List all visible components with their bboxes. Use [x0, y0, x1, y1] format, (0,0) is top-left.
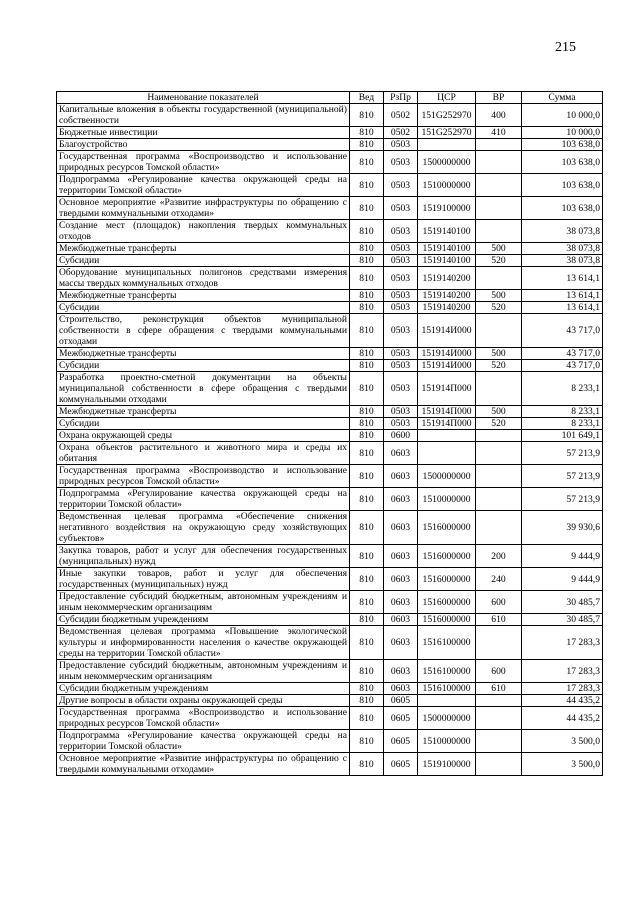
- row-sum: 9 444,9: [522, 568, 603, 591]
- table-row: [57, 753, 603, 776]
- row-vr: [476, 139, 522, 151]
- row-ved: 810: [350, 220, 384, 243]
- table-row: [57, 151, 603, 174]
- row-name: Государственная программа «Воспроизводство и использование природных ресурсов Томской области»: [57, 707, 350, 730]
- row-sum: 13 614,1: [522, 267, 603, 290]
- row-sum: 43 717,0: [522, 348, 603, 360]
- row-name: Охрана окружающей среды: [57, 430, 350, 442]
- table-row: [57, 314, 603, 348]
- row-ved: 810: [350, 314, 384, 348]
- row-csr: 151914И000: [418, 348, 476, 360]
- row-sum: 57 213,9: [522, 442, 603, 465]
- table-row: [57, 488, 603, 511]
- row-vr: [476, 151, 522, 174]
- row-vr: [476, 267, 522, 290]
- row-csr: 1519140100: [418, 220, 476, 243]
- row-name: Субсидии: [57, 418, 350, 430]
- row-sum: 3 500,0: [522, 730, 603, 753]
- row-csr: 1519100000: [418, 753, 476, 776]
- row-ved: 810: [350, 372, 384, 406]
- row-sum: 44 435,2: [522, 707, 603, 730]
- row-vr: 520: [476, 418, 522, 430]
- row-name: Предоставление субсидий бюджетным, автономным учреждениям и иным некоммерческим организациям: [57, 660, 350, 683]
- table-row: [57, 660, 603, 683]
- row-name: Охрана объектов растительного и животного мира и среды их обитания: [57, 442, 350, 465]
- row-sum: 30 485,7: [522, 591, 603, 614]
- row-name: Основное мероприятие «Развитие инфраструктуры по обращению с твердыми коммунальными отходами»: [57, 753, 350, 776]
- row-ved: 810: [350, 267, 384, 290]
- row-name: Ведомственная целевая программа «Обеспечение снижения негативного воздействия на окружающую среду хозяйствующих субъектов»: [57, 511, 350, 545]
- row-vr: 240: [476, 568, 522, 591]
- row-ved: 810: [350, 174, 384, 197]
- row-csr: [418, 139, 476, 151]
- row-ved: 810: [350, 104, 384, 127]
- row-sum: 10 000,0: [522, 104, 603, 127]
- row-rzpr: 0503: [384, 314, 418, 348]
- row-csr: 1516000000: [418, 568, 476, 591]
- row-vr: [476, 730, 522, 753]
- table-row: [57, 139, 603, 151]
- row-name: Межбюджетные трансферты: [57, 406, 350, 418]
- table-row: [57, 568, 603, 591]
- row-csr: 1500000000: [418, 151, 476, 174]
- row-name: Субсидии бюджетным учреждениям: [57, 683, 350, 695]
- row-vr: [476, 695, 522, 707]
- row-csr: 1516100000: [418, 660, 476, 683]
- row-name: Межбюджетные трансферты: [57, 290, 350, 302]
- row-ved: 810: [350, 660, 384, 683]
- row-ved: 810: [350, 127, 384, 139]
- row-vr: 410: [476, 127, 522, 139]
- table-row: [57, 197, 603, 220]
- row-rzpr: 0503: [384, 255, 418, 267]
- table-row: [57, 695, 603, 707]
- column-header-vr: ВР: [476, 92, 522, 104]
- row-sum: 30 485,7: [522, 614, 603, 626]
- row-sum: 13 614,1: [522, 302, 603, 314]
- column-header-ved: Вед: [350, 92, 384, 104]
- table-row: [57, 626, 603, 660]
- row-name: Оборудование муниципальных полигонов средствами измерения массы твердых коммунальных отходов: [57, 267, 350, 290]
- row-rzpr: 0503: [384, 348, 418, 360]
- row-rzpr: 0503: [384, 418, 418, 430]
- row-ved: 810: [350, 430, 384, 442]
- row-csr: [418, 695, 476, 707]
- row-ved: 810: [350, 545, 384, 568]
- row-sum: 101 649,1: [522, 430, 603, 442]
- row-name: Бюджетные инвестиции: [57, 127, 350, 139]
- table-row: [57, 104, 603, 127]
- row-csr: 1516000000: [418, 591, 476, 614]
- row-vr: [476, 465, 522, 488]
- row-ved: 810: [350, 360, 384, 372]
- row-ved: 810: [350, 151, 384, 174]
- row-rzpr: 0605: [384, 730, 418, 753]
- row-csr: 1516100000: [418, 626, 476, 660]
- row-rzpr: 0603: [384, 568, 418, 591]
- table-row: [57, 267, 603, 290]
- row-csr: [418, 442, 476, 465]
- row-rzpr: 0603: [384, 511, 418, 545]
- row-vr: [476, 626, 522, 660]
- row-vr: 520: [476, 360, 522, 372]
- table-row: [57, 406, 603, 418]
- row-vr: 500: [476, 348, 522, 360]
- row-vr: [476, 220, 522, 243]
- row-csr: 1516000000: [418, 614, 476, 626]
- row-sum: 57 213,9: [522, 488, 603, 511]
- row-vr: [476, 511, 522, 545]
- row-name: Субсидии: [57, 255, 350, 267]
- row-rzpr: 0603: [384, 591, 418, 614]
- row-ved: 810: [350, 442, 384, 465]
- row-csr: 1519140200: [418, 267, 476, 290]
- row-sum: 103 638,0: [522, 151, 603, 174]
- row-name: Строительство, реконструкция объектов муниципальной собственности в сфере обращения с твердыми коммунальными отходами: [57, 314, 350, 348]
- row-name: Межбюджетные трансферты: [57, 243, 350, 255]
- row-rzpr: 0605: [384, 695, 418, 707]
- row-ved: 810: [350, 290, 384, 302]
- row-sum: 3 500,0: [522, 753, 603, 776]
- row-rzpr: 0503: [384, 151, 418, 174]
- table-row: [57, 591, 603, 614]
- row-sum: 38 073,8: [522, 243, 603, 255]
- row-ved: 810: [350, 511, 384, 545]
- row-sum: 8 233,1: [522, 406, 603, 418]
- table-row: [57, 418, 603, 430]
- row-sum: 38 073,8: [522, 255, 603, 267]
- row-sum: 38 073,8: [522, 220, 603, 243]
- table-row: [57, 302, 603, 314]
- row-csr: 1510000000: [418, 488, 476, 511]
- row-vr: 500: [476, 290, 522, 302]
- row-rzpr: 0603: [384, 545, 418, 568]
- row-csr: 1510000000: [418, 174, 476, 197]
- row-csr: 151914П000: [418, 418, 476, 430]
- row-vr: 520: [476, 255, 522, 267]
- row-csr: 151G252970: [418, 104, 476, 127]
- row-name: Другие вопросы в области охраны окружающей среды: [57, 695, 350, 707]
- row-sum: 9 444,9: [522, 545, 603, 568]
- row-csr: 1516000000: [418, 511, 476, 545]
- row-rzpr: 0503: [384, 406, 418, 418]
- row-ved: 810: [350, 488, 384, 511]
- row-name: Благоустройство: [57, 139, 350, 151]
- row-vr: [476, 488, 522, 511]
- row-csr: 1516000000: [418, 545, 476, 568]
- row-vr: 500: [476, 243, 522, 255]
- row-ved: 810: [350, 255, 384, 267]
- row-rzpr: 0503: [384, 220, 418, 243]
- row-rzpr: 0503: [384, 267, 418, 290]
- row-name: Ведомственная целевая программа «Повышение экологической культуры и информированности населения о качестве окружающей среды на территории Томской области»: [57, 626, 350, 660]
- table-row: [57, 372, 603, 406]
- row-ved: 810: [350, 568, 384, 591]
- row-name: Создание мест (площадок) накопления твердых коммунальных отходов: [57, 220, 350, 243]
- row-sum: 8 233,1: [522, 372, 603, 406]
- row-rzpr: 0603: [384, 660, 418, 683]
- row-ved: 810: [350, 243, 384, 255]
- column-header-name: Наименование показателей: [57, 92, 350, 104]
- row-csr: 1510000000: [418, 730, 476, 753]
- column-header-sum: Сумма: [522, 92, 603, 104]
- row-rzpr: 0603: [384, 614, 418, 626]
- table-row: [57, 290, 603, 302]
- row-rzpr: 0603: [384, 683, 418, 695]
- row-rzpr: 0503: [384, 290, 418, 302]
- row-csr: 151914П000: [418, 406, 476, 418]
- table-row: [57, 442, 603, 465]
- row-vr: [476, 430, 522, 442]
- row-ved: 810: [350, 626, 384, 660]
- row-sum: 103 638,0: [522, 174, 603, 197]
- row-vr: 520: [476, 302, 522, 314]
- row-csr: [418, 430, 476, 442]
- row-ved: 810: [350, 591, 384, 614]
- row-ved: 810: [350, 139, 384, 151]
- row-name: Капитальные вложения в объекты государственной (муниципальной) собственности: [57, 104, 350, 127]
- row-sum: 13 614,1: [522, 290, 603, 302]
- row-ved: 810: [350, 753, 384, 776]
- row-vr: 600: [476, 591, 522, 614]
- row-csr: 1519140100: [418, 255, 476, 267]
- row-rzpr: 0603: [384, 488, 418, 511]
- row-vr: 610: [476, 614, 522, 626]
- row-ved: 810: [350, 406, 384, 418]
- page-number: 215: [555, 40, 576, 55]
- table-row: [57, 127, 603, 139]
- row-vr: 400: [476, 104, 522, 127]
- row-sum: 57 213,9: [522, 465, 603, 488]
- row-vr: 500: [476, 406, 522, 418]
- row-csr: 151G252970: [418, 127, 476, 139]
- row-ved: 810: [350, 418, 384, 430]
- row-name: Иные закупки товаров, работ и услуг для обеспечения государственных (муниципальных) нужд: [57, 568, 350, 591]
- row-sum: 17 283,3: [522, 626, 603, 660]
- row-name: Субсидии: [57, 302, 350, 314]
- row-name: Подпрограмма «Регулирование качества окружающей среды на территории Томской области»: [57, 730, 350, 753]
- table-row: [57, 730, 603, 753]
- row-rzpr: 0605: [384, 707, 418, 730]
- row-name: Закупка товаров, работ и услуг для обеспечения государственных (муниципальных) нужд: [57, 545, 350, 568]
- row-vr: 200: [476, 545, 522, 568]
- row-vr: [476, 372, 522, 406]
- row-ved: 810: [350, 302, 384, 314]
- row-ved: 810: [350, 614, 384, 626]
- table-row: [57, 360, 603, 372]
- row-rzpr: 0603: [384, 465, 418, 488]
- table-row: [57, 220, 603, 243]
- row-sum: 10 000,0: [522, 127, 603, 139]
- row-vr: 610: [476, 683, 522, 695]
- row-rzpr: 0503: [384, 302, 418, 314]
- row-sum: 17 283,3: [522, 660, 603, 683]
- row-name: Основное мероприятие «Развитие инфраструктуры по обращению с твердыми коммунальными отходами»: [57, 197, 350, 220]
- row-ved: 810: [350, 197, 384, 220]
- table-row: [57, 348, 603, 360]
- row-rzpr: 0503: [384, 360, 418, 372]
- row-vr: [476, 707, 522, 730]
- row-ved: 810: [350, 465, 384, 488]
- row-rzpr: 0600: [384, 430, 418, 442]
- row-rzpr: 0502: [384, 104, 418, 127]
- row-sum: 8 233,1: [522, 418, 603, 430]
- row-csr: 151914И000: [418, 360, 476, 372]
- table-row: [57, 430, 603, 442]
- row-rzpr: 0503: [384, 139, 418, 151]
- row-csr: 1519140200: [418, 302, 476, 314]
- row-csr: 151914И000: [418, 314, 476, 348]
- row-ved: 810: [350, 707, 384, 730]
- row-rzpr: 0605: [384, 753, 418, 776]
- table-row: [57, 707, 603, 730]
- header-row: [57, 92, 603, 104]
- table-row: [57, 255, 603, 267]
- row-ved: 810: [350, 695, 384, 707]
- column-header-rzpr: РзПр: [384, 92, 418, 104]
- row-name: Субсидии бюджетным учреждениям: [57, 614, 350, 626]
- row-sum: 43 717,0: [522, 360, 603, 372]
- row-vr: [476, 197, 522, 220]
- row-csr: 1500000000: [418, 465, 476, 488]
- table-row: [57, 174, 603, 197]
- row-rzpr: 0603: [384, 442, 418, 465]
- row-name: Разработка проектно-сметной документации на объекты муниципальной собственности в сфере обращения с твердыми коммунальными отходами: [57, 372, 350, 406]
- row-rzpr: 0502: [384, 127, 418, 139]
- table-row: [57, 545, 603, 568]
- row-vr: [476, 174, 522, 197]
- row-vr: [476, 753, 522, 776]
- row-name: Государственная программа «Воспроизводство и использование природных ресурсов Томской области»: [57, 151, 350, 174]
- table-row: [57, 511, 603, 545]
- row-csr: 151914П000: [418, 372, 476, 406]
- row-vr: [476, 442, 522, 465]
- row-sum: 103 638,0: [522, 197, 603, 220]
- table-row: [57, 465, 603, 488]
- row-ved: 810: [350, 683, 384, 695]
- row-name: Предоставление субсидий бюджетным, автономным учреждениям и иным некоммерческим организациям: [57, 591, 350, 614]
- row-sum: 39 930,6: [522, 511, 603, 545]
- row-ved: 810: [350, 730, 384, 753]
- row-name: Субсидии: [57, 360, 350, 372]
- row-csr: 1519100000: [418, 197, 476, 220]
- row-sum: 17 283,3: [522, 683, 603, 695]
- row-csr: 1519140200: [418, 290, 476, 302]
- row-csr: 1516100000: [418, 683, 476, 695]
- table-row: [57, 243, 603, 255]
- table-row: [57, 614, 603, 626]
- column-header-csr: ЦСР: [418, 92, 476, 104]
- row-rzpr: 0503: [384, 243, 418, 255]
- table-row: [57, 683, 603, 695]
- row-rzpr: 0503: [384, 197, 418, 220]
- row-sum: 44 435,2: [522, 695, 603, 707]
- row-name: Подпрограмма «Регулирование качества окружающей среды на территории Томской области»: [57, 174, 350, 197]
- row-name: Государственная программа «Воспроизводство и использование природных ресурсов Томской области»: [57, 465, 350, 488]
- row-csr: 1519140100: [418, 243, 476, 255]
- row-csr: 1500000000: [418, 707, 476, 730]
- row-ved: 810: [350, 348, 384, 360]
- row-sum: 43 717,0: [522, 314, 603, 348]
- row-rzpr: 0503: [384, 174, 418, 197]
- row-vr: [476, 314, 522, 348]
- row-rzpr: 0503: [384, 372, 418, 406]
- row-vr: 600: [476, 660, 522, 683]
- table-body: [57, 104, 603, 776]
- row-name: Подпрограмма «Регулирование качества окружающей среды на территории Томской области»: [57, 488, 350, 511]
- budget-table: [56, 91, 603, 776]
- row-rzpr: 0603: [384, 626, 418, 660]
- row-sum: 103 638,0: [522, 139, 603, 151]
- row-name: Межбюджетные трансферты: [57, 348, 350, 360]
